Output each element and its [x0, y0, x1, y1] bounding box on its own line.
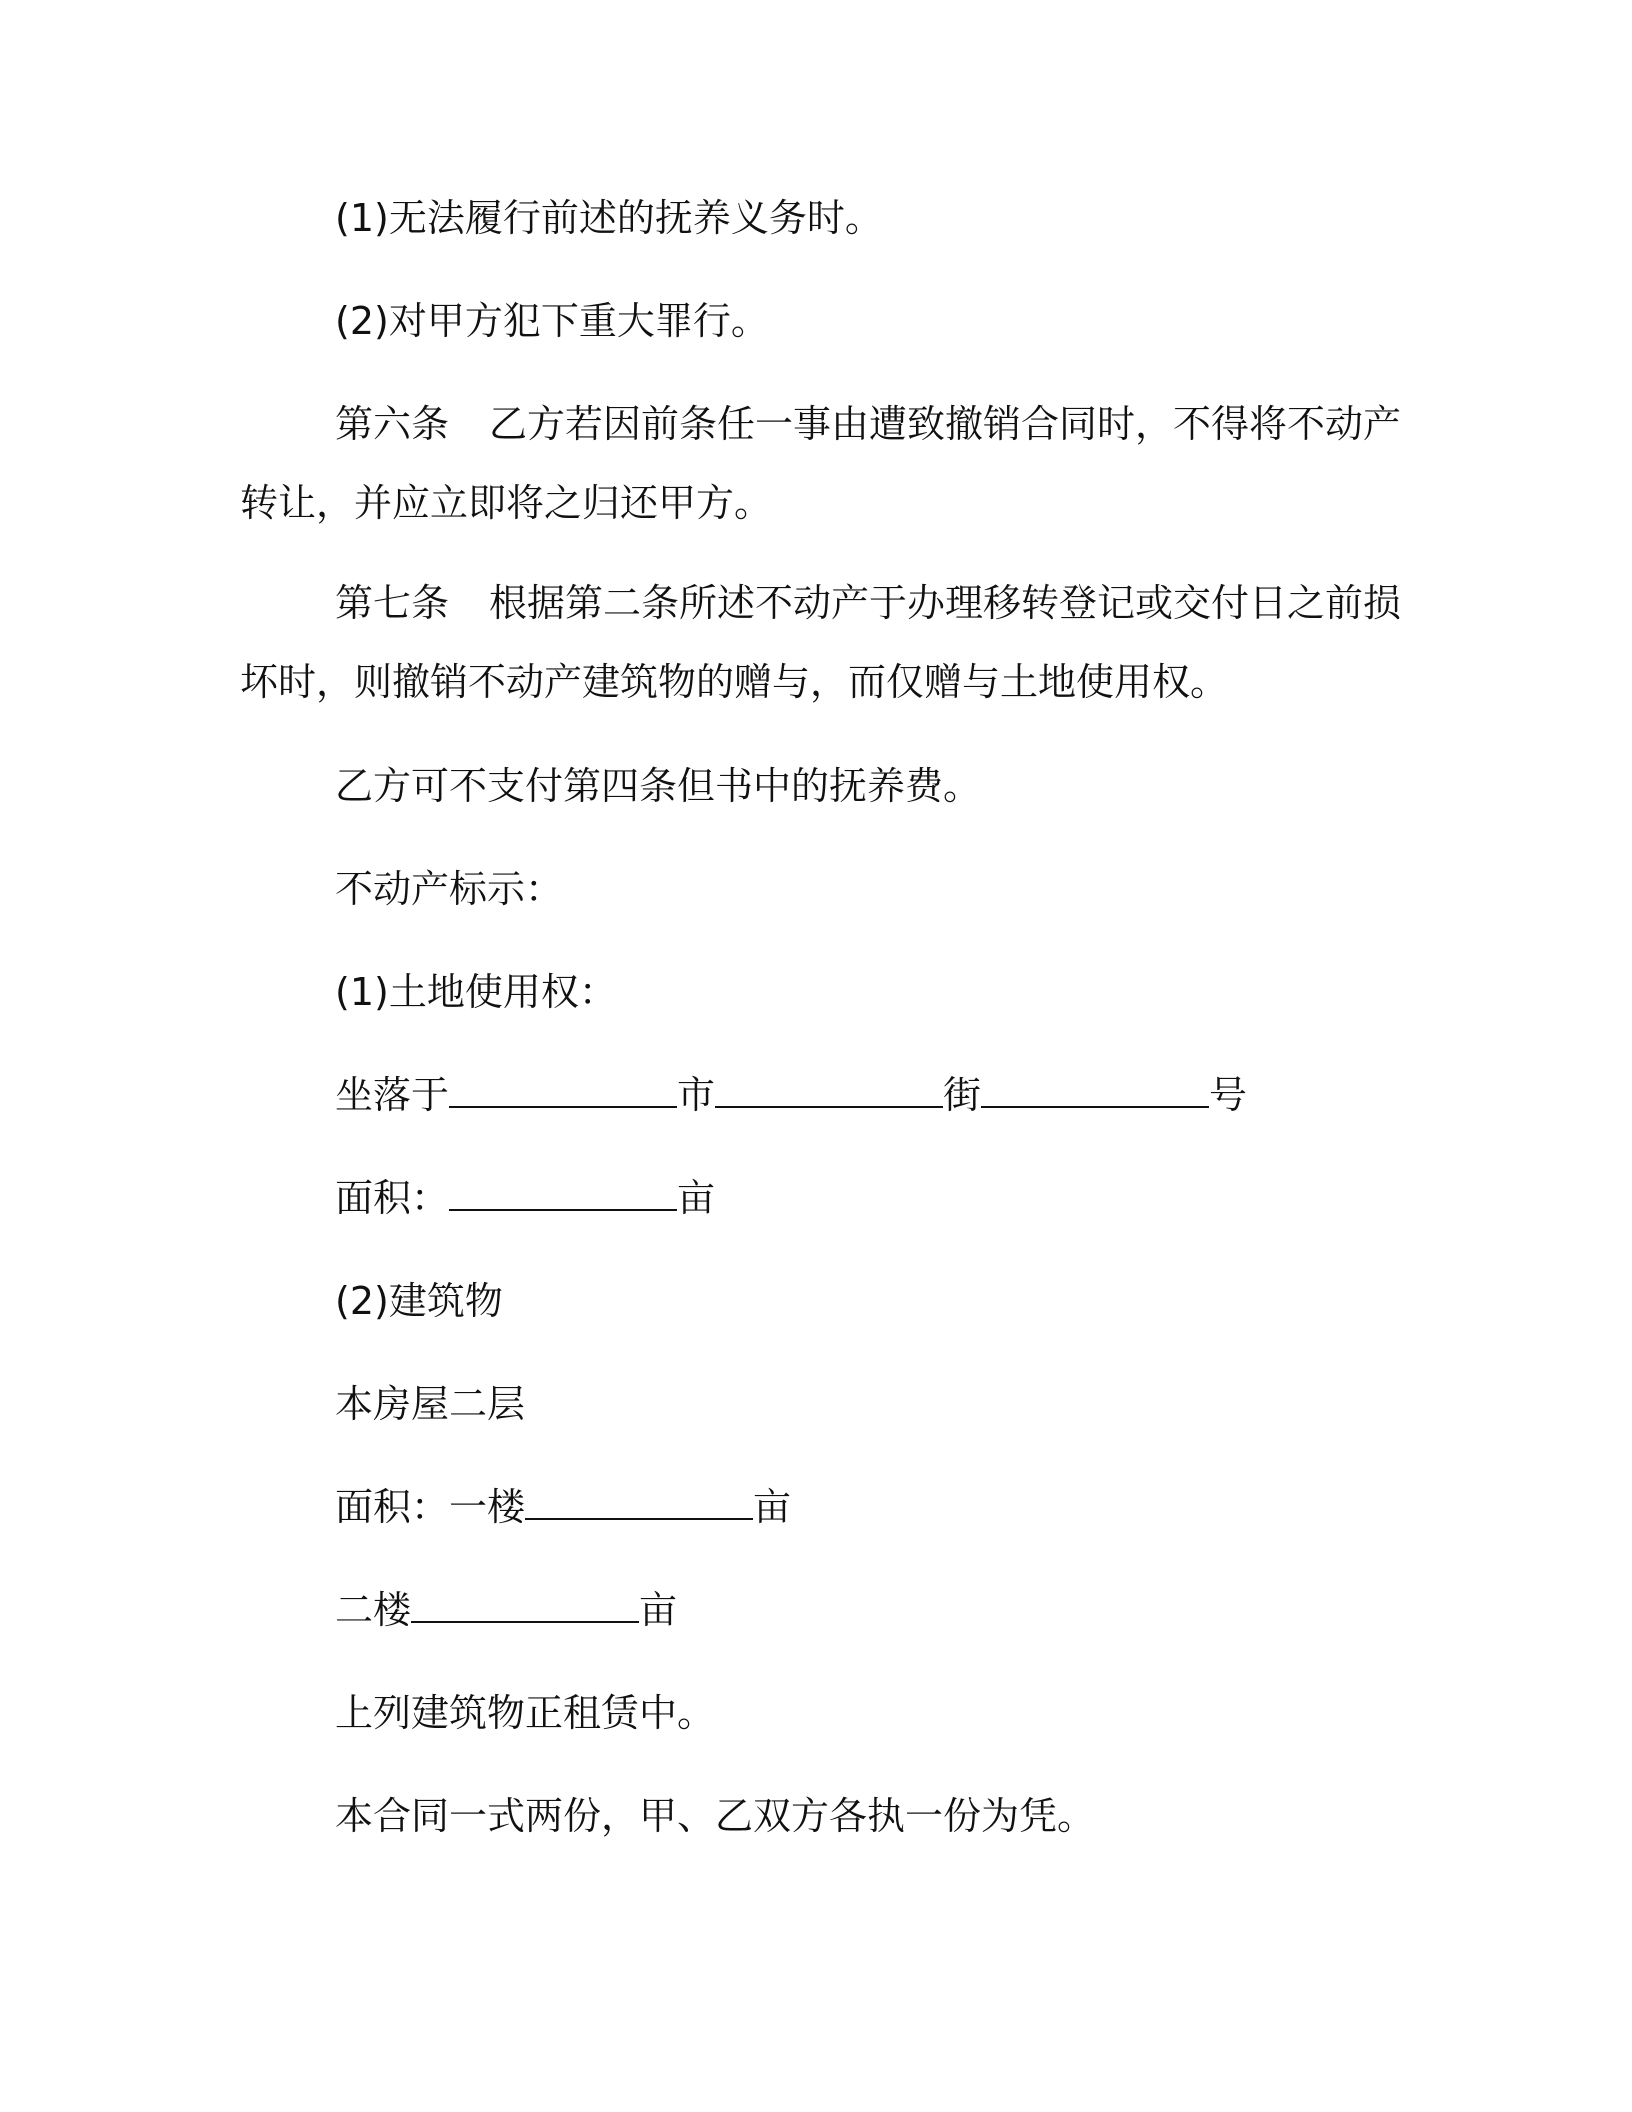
- city-label: 市: [677, 1073, 716, 1117]
- location-line: [335, 1069, 1475, 1121]
- copies-line: 本合同一式两份，甲、乙双方各执一份为凭。: [335, 1794, 1096, 1838]
- number-blank[interactable]: [981, 1070, 1209, 1108]
- property-title: 不动产标示：: [335, 867, 564, 911]
- street-blank[interactable]: [715, 1070, 943, 1108]
- floor-1-blank[interactable]: [525, 1482, 753, 1520]
- article-7-line-1: [335, 577, 1475, 629]
- article-6-line-1: [335, 398, 1475, 450]
- land-title: (1)土地使用权：: [335, 970, 617, 1014]
- floor-2-area-line: [335, 1584, 1475, 1636]
- floor-1-unit: 亩: [753, 1485, 792, 1529]
- land-area-blank[interactable]: [449, 1173, 677, 1211]
- street-label: 街: [943, 1073, 982, 1117]
- article-6-line-2: 转让，并应立即将之归还甲方。: [240, 481, 773, 525]
- support-paragraph: 乙方可不支付第四条但书中的抚养费。: [335, 764, 982, 808]
- article-7-line-2: 坏时，则撤销不动产建筑物的赠与，而仅赠与土地使用权。: [240, 660, 1229, 704]
- floor-2-unit: 亩: [639, 1588, 678, 1632]
- article-7-text: 根据第二条所述不动产于办理移转登记或交付日之前损: [489, 581, 1402, 625]
- floor-2-prefix: 二楼: [335, 1588, 412, 1632]
- location-prefix: 坐落于: [335, 1073, 450, 1117]
- land-area-prefix: 面积：: [335, 1176, 450, 1220]
- article-6-text: 乙方若因前条任一事由遭致撤销合同时，不得将不动产: [489, 402, 1402, 446]
- floor-1-prefix: 面积：一楼: [335, 1485, 526, 1529]
- number-label: 号: [1209, 1073, 1248, 1117]
- floor-1-area-line: [335, 1481, 1475, 1533]
- clause-item-2: (2)对甲方犯下重大罪行。: [335, 299, 769, 343]
- clause-item-1: (1)无法履行前述的抚养义务时。: [335, 196, 883, 240]
- article-7-label: 第七条: [335, 581, 450, 625]
- city-blank[interactable]: [449, 1070, 677, 1108]
- lease-line: 上列建筑物正租赁中。: [335, 1691, 716, 1735]
- building-title: (2)建筑物: [335, 1279, 503, 1323]
- floors-line: 本房屋二层: [335, 1382, 526, 1426]
- land-area-unit: 亩: [677, 1176, 716, 1220]
- land-area-line: [335, 1172, 1475, 1224]
- floor-2-blank[interactable]: [411, 1585, 639, 1623]
- article-6-label: 第六条: [335, 402, 450, 446]
